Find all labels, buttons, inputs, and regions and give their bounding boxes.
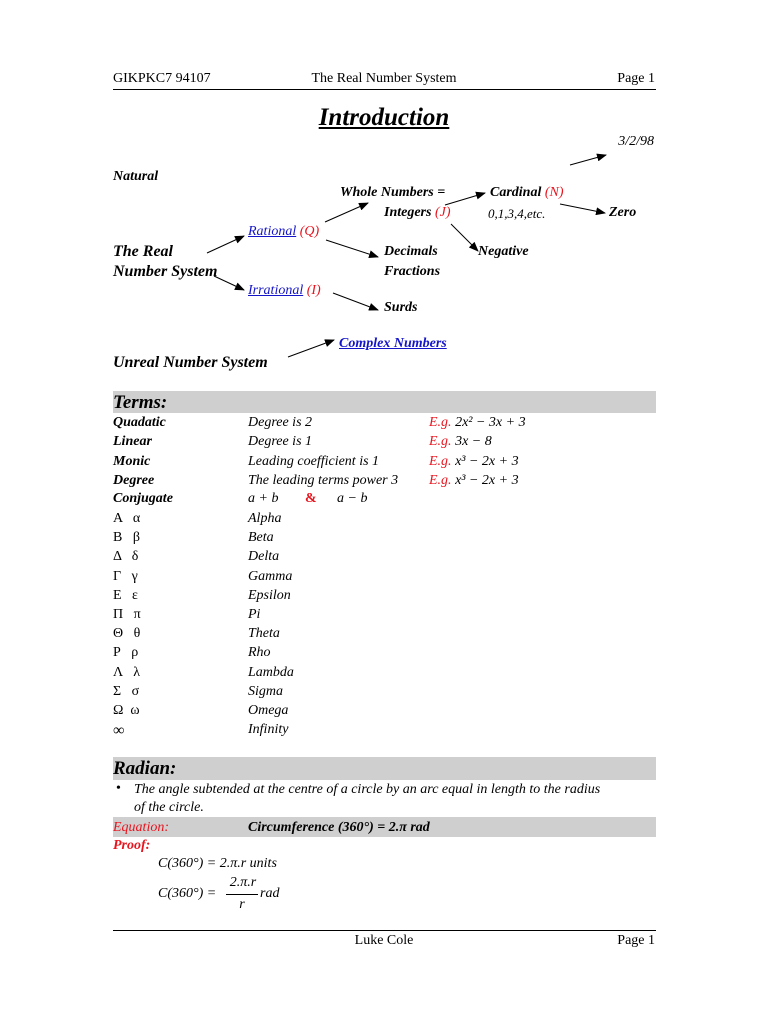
greek-name: Delta: [248, 549, 280, 564]
term-name: Degree: [113, 473, 155, 488]
infinity-symbol: ∞: [113, 722, 125, 739]
radian-definition-line1: The angle subtended at the centre of a circle by an arc equal in length to the radius: [134, 782, 601, 797]
label-real-line2: Number System: [113, 263, 218, 280]
proof-line-2-left: C(360°) =: [158, 886, 217, 901]
proof-label: Proof:: [113, 838, 151, 853]
header-page-number: Page 1: [617, 71, 655, 86]
greek-symbol: Ρ ρ: [113, 645, 139, 660]
header-doc-id: GIKPKC7 94107: [113, 71, 211, 86]
footer-rule: [113, 930, 656, 931]
greek-symbol: Β β: [113, 530, 140, 545]
label-natural: Natural: [113, 169, 159, 184]
arrow-whole-to-cardinal: [445, 193, 485, 205]
arrow-unreal-to-complex: [288, 340, 334, 357]
greek-symbol: Θ θ: [113, 626, 141, 641]
arrow-rational-to-decimals: [326, 240, 378, 257]
term-example: E.g. 2x² − 3x + 3: [429, 415, 526, 430]
irrational-link[interactable]: Irrational: [248, 283, 304, 298]
proof-line-1: C(360°) = 2.π.r units: [158, 856, 277, 871]
greek-name: Rho: [248, 645, 271, 660]
label-unreal-number-system: Unreal Number System: [113, 354, 268, 371]
fraction-bar: [226, 894, 258, 895]
arrow-rational-to-whole: [325, 203, 368, 222]
footer-author: Luke Cole: [354, 933, 414, 948]
bullet-dot: •: [116, 781, 121, 796]
label-fractions: Fractions: [384, 264, 441, 279]
greek-name: Theta: [248, 626, 280, 641]
greek-symbol: Σ σ: [113, 684, 140, 699]
label-negative: Negative: [478, 244, 529, 259]
greek-name: Pi: [248, 607, 261, 622]
terms-heading-band: [113, 391, 656, 413]
greek-symbol: Δ δ: [113, 549, 139, 564]
conjugate-a: a + b: [248, 491, 279, 506]
arrow-integers-to-negative: [451, 224, 478, 251]
label-integers: Integers (J): [384, 205, 451, 220]
rational-link[interactable]: Rational: [248, 224, 297, 239]
label-irrational: Irrational (I): [248, 283, 321, 298]
greek-symbol: Γ γ: [113, 569, 138, 584]
term-description: Leading coefficient is 1: [248, 454, 380, 469]
equation-value: Circumference (360°) = 2.π rad: [248, 820, 430, 835]
date: 3/2/98: [618, 134, 654, 149]
term-name: Monic: [113, 454, 151, 469]
greek-name: Alpha: [248, 511, 282, 526]
greek-name: Beta: [248, 530, 274, 545]
label-whole-numbers: Whole Numbers =: [340, 185, 446, 200]
arrow-cardinal-to-zero: [560, 204, 605, 213]
terms-heading: Terms:: [113, 392, 168, 413]
term-name: Quadatic: [113, 415, 166, 430]
term-description: Degree is 2: [248, 415, 313, 430]
arrow-date: [570, 155, 606, 165]
term-example: E.g. 3x − 8: [429, 434, 492, 449]
greek-name: Infinity: [248, 722, 289, 737]
footer-page-number: Page 1: [617, 933, 655, 948]
term-example: E.g. x³ − 2x + 3: [429, 454, 519, 469]
term-name: Linear: [113, 434, 152, 449]
greek-name: Omega: [248, 703, 289, 718]
arrow-real-to-rational: [207, 236, 244, 253]
greek-symbol: Α α: [113, 511, 141, 526]
label-zero: Zero: [609, 205, 637, 220]
equation-label: Equation:: [113, 820, 169, 835]
proof-line-2-unit: rad: [260, 886, 280, 901]
greek-symbol: Ω ω: [113, 703, 140, 718]
term-name-conjugate: Conjugate: [113, 491, 173, 506]
arrow-irrational-to-surds: [333, 293, 378, 310]
conjugate-b: a − b: [337, 491, 368, 506]
radian-definition-line2: of the circle.: [134, 800, 204, 815]
label-decimals: Decimals: [384, 244, 438, 259]
fraction-denominator: r: [239, 897, 245, 912]
fraction-numerator: 2.π.r: [229, 875, 257, 890]
label-surds: Surds: [384, 300, 418, 315]
greek-name: Sigma: [248, 684, 283, 699]
arrow-real-to-irrational: [214, 276, 244, 290]
label-rational: Rational (Q): [248, 224, 320, 239]
greek-symbol: Λ λ: [113, 665, 141, 680]
label-integer-list: 0,1,3,4,etc.: [488, 206, 546, 221]
label-real-line1: The Real: [113, 243, 173, 260]
greek-name: Lambda: [248, 665, 294, 680]
greek-name: Gamma: [248, 569, 293, 584]
greek-symbol: Π π: [113, 607, 141, 622]
header-doc-title: The Real Number System: [311, 71, 457, 86]
conjugate-ampersand: &: [305, 491, 317, 506]
term-description: Degree is 1: [248, 434, 313, 449]
radian-heading-band: [113, 757, 656, 780]
label-cardinal: Cardinal (N): [490, 185, 564, 200]
greek-name: Epsilon: [248, 588, 291, 603]
complex-numbers-link[interactable]: Complex Numbers: [339, 336, 447, 351]
radian-heading: Radian:: [113, 758, 177, 779]
term-description: The leading terms power 3: [248, 473, 399, 488]
term-example: E.g. x³ − 2x + 3: [429, 473, 519, 488]
page-title: Introduction: [318, 104, 450, 131]
greek-symbol: Ε ε: [113, 588, 138, 603]
